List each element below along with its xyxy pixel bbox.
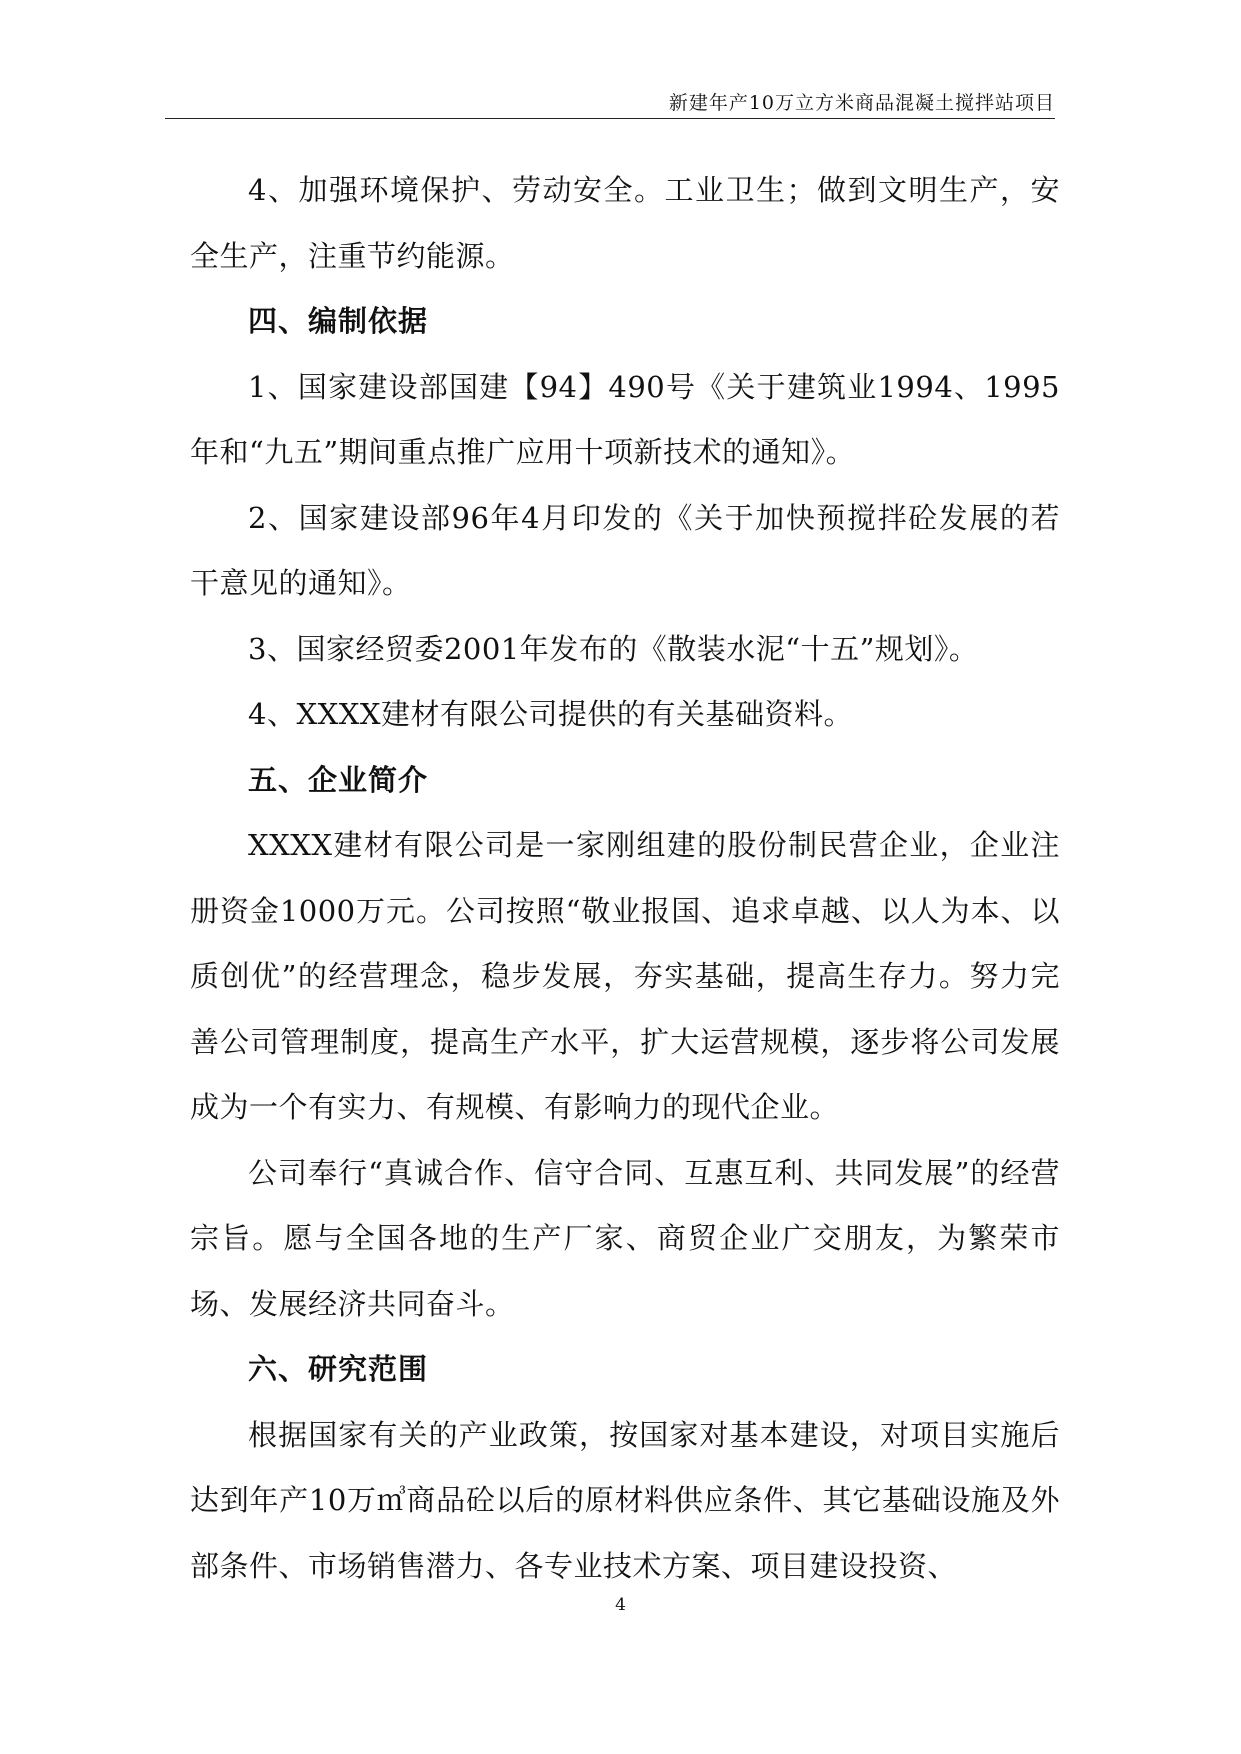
document-body [190, 158, 1060, 1599]
paragraph-basis-2: 2、国家建设部96年4月印发的《关于加快预搅拌砼发展的若干意见的通知》。 [190, 500, 1060, 600]
paragraph-company-purpose: 公司奉行“真诚合作、信守合同、互惠互利、共同发展”的经营宗旨。愿与全国各地的生产厂家、商贸企业广交朋友，为繁荣市场、发展经济共同奋斗。 [190, 1155, 1060, 1321]
paragraph-environment: 4、加强环境保护、劳动安全。工业卫生；做到文明生产，安全生产，注重节约能源。 [190, 173, 1060, 273]
section-heading-basis: 四、编制依据 [248, 304, 429, 338]
paragraph-basis-3: 3、国家经贸委2001年发布的《散装水泥“十五”规划》。 [248, 631, 979, 666]
paragraph-basis-4: 4、XXXX建材有限公司提供的有关基础资料。 [248, 697, 854, 731]
section-heading-scope: 六、研究范围 [248, 1352, 429, 1386]
page-header [165, 84, 1055, 119]
paragraph-scope: 根据国家有关的产业政策，按国家对基本建设，对项目实施后达到年产10万㎥商品砼以后的原材料供应条件、其它基础设施及外部条件、市场销售潜力、各专业技术方案、项目建设投资、 [190, 1417, 1060, 1583]
section-heading-company: 五、企业简介 [248, 762, 429, 797]
header-title: 新建年产10万立方米商品混凝土搅拌站项目 [668, 92, 1055, 114]
page-number: 4 [615, 1595, 626, 1615]
paragraph-basis-1: 1、国家建设部国建【94】490号《关于建筑业1994、1995年和“九五”期间重点推广应用十项新技术的通知》。 [190, 369, 1060, 469]
paragraph-company-intro: XXXX建材有限公司是一家刚组建的股份制民营企业，企业注册资金1000万元。公司按照“敬业报国、追求卓越、以人为本、以质创优”的经营理念，稳步发展，夯实基础，提高生存力。努力完善公司管理制度，提高生产水平，扩大运营规模，逐步将公司发展成为一个有实力、有规模、有影响力的现代企业。 [190, 828, 1060, 1124]
